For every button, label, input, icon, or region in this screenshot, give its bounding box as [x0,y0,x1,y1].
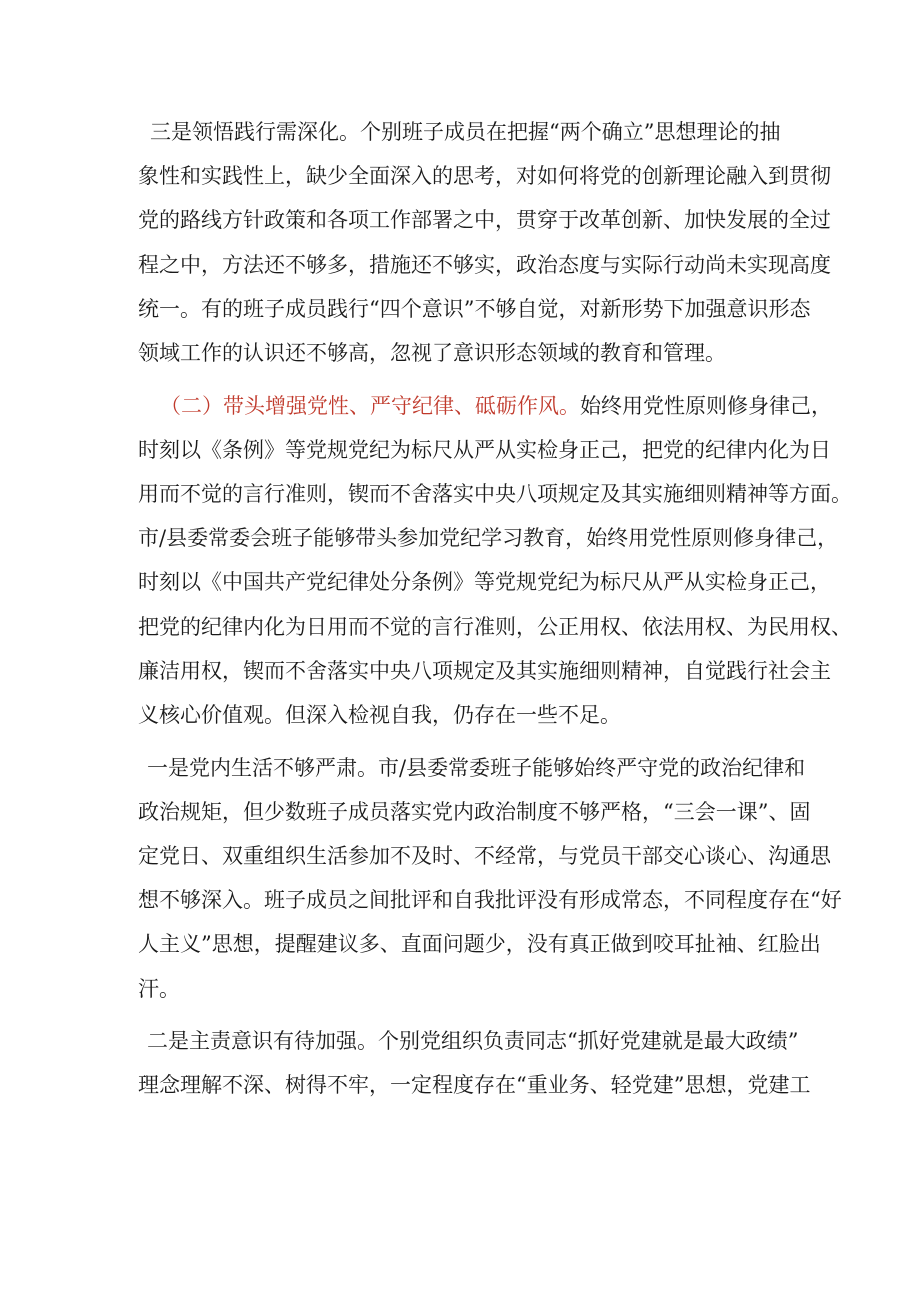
heading-continuation: 始终用党性原则修身律己， [580,393,832,418]
paragraph-line: 三是领悟践行需深化。个别班子成员在把握“两个确立”思想理论的抽 [150,120,781,144]
paragraph-line: 定党日、双重组织生活参加不及时、不经常，与党员干部交心谈心、沟通思 [138,844,831,868]
paragraph-line: 政治规矩，但少数班子成员落实党内政治制度不够严格，“三会一课”、固 [138,799,811,824]
paragraph-2 [138,384,852,738]
paragraph-3 [138,746,842,1011]
paragraph-line: 义核心价值观。但深入检视自我，仍存在一些不足。 [138,702,621,727]
paragraph-line: 统一。有的班子成员践行“四个意识”不够自觉，对新形势下加强意识形态 [138,296,811,321]
paragraph-line: 时刻以《条例》等党规党纪为标尺从严从实检身正己，把党的纪律内化为日 [138,437,831,462]
paragraph-line: 时刻以《中国共产党纪律处分条例》等党规党纪为标尺从严从实检身正己， [138,570,831,595]
paragraph-line: 人主义”思想，提醒建议多、直面问题少，没有真正做到咬耳扯袖、红脸出 [138,932,821,957]
paragraph-line: 想不够深入。班子成员之间批评和自我批评没有形成常态，不同程度存在“好 [138,888,842,913]
paragraph-line: 程之中，方法还不够多，措施还不够实，政治态度与实际行动尚未实现高度 [138,252,831,277]
section-heading: （二）带头增强党性、严守纪律、砥砺作风。 [160,393,580,418]
paragraph-line: 市/县委常委会班子能够带头参加党纪学习教育，始终用党性原则修身律己， [138,526,839,551]
paragraph-line: 领域工作的认识还不够高，忽视了意识形态领域的教育和管理。 [138,340,726,365]
paragraph-line: 廉洁用权，锲而不舍落实中央八项规定及其实施细则精神，自觉践行社会主 [138,658,831,683]
paragraph-line: 象性和实践性上，缺少全面深入的思考，对如何将党的创新理论融入到贯彻 [138,164,831,189]
document-body [138,110,852,1108]
paragraph-line: 二是主责意识有待加强。个别党组织负责同志“抓好党建就是最大政绩” [147,1029,799,1054]
paragraph-line: 党的路线方针政策和各项工作部署之中，贯穿于改革创新、加快发展的全过 [138,208,831,233]
paragraph-line: 一是党内生活不够严肃。市/县委常委班子能够始终严守党的政治纪律和 [147,755,806,780]
paragraph-line: 把党的纪律内化为日用而不觉的言行准则，公正用权、依法用权、为民用权、 [138,614,852,639]
paragraph-line: 汗。 [138,976,180,1001]
paragraph-heading-line [160,384,832,428]
paragraph-line: 理念理解不深、树得不牢，一定程度存在“重业务、轻党建”思想，党建工 [138,1073,811,1098]
paragraph-4 [138,1019,811,1107]
paragraph-line: 用而不觉的言行准则，锲而不舍落实中央八项规定及其实施细则精神等方面。 [138,482,852,506]
paragraph-1 [138,110,831,375]
